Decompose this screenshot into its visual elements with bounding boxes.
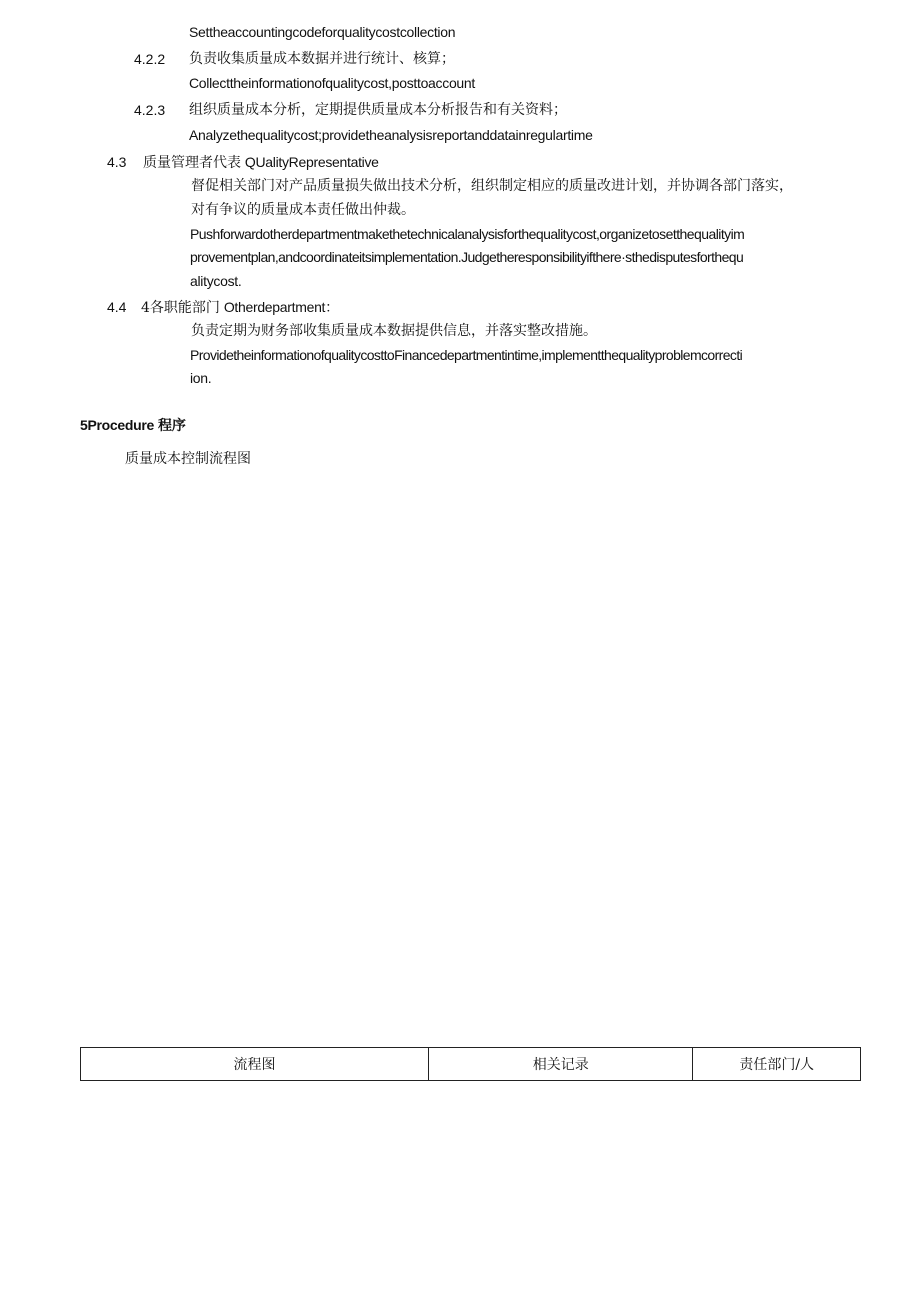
section-4-4-title	[141, 298, 339, 317]
section-5-heading-english: 5Procedure	[80, 417, 155, 433]
section-4-3-title-chinese: 质量管理者代表	[143, 155, 241, 171]
section-number-4-2-2: 4.2.2	[134, 51, 166, 67]
section-4-2-3-english: Analyzethequalitycost;providetheanalysisreportanddatainregulartime	[189, 127, 593, 143]
section-5-heading-chinese: 程序	[157, 418, 186, 434]
header-responsible-dept: 责任部门/人	[693, 1048, 861, 1081]
flowchart-table	[80, 1047, 861, 1081]
section-4-3-english-line-2: provementplan,andcoordinateitsimplementation.Judgetheresponsibilityifthere·sthedisputesforthequ	[190, 249, 744, 265]
section-4-3-title-english: QUalityRepresentative	[244, 154, 379, 170]
section-4-4-title-english: Otherdepartment：	[223, 299, 339, 315]
line-set-accounting-code: Settheaccountingcodeforqualitycostcollection	[189, 24, 456, 40]
flowchart-caption: 质量成本控制流程图	[125, 451, 251, 467]
section-number-4-2-3: 4.2.3	[134, 102, 166, 118]
section-4-2-2-english: Collecttheinformationofqualitycost,posttoaccount	[189, 75, 475, 91]
section-4-3-chinese-line-1: 督促相关部门对产品质量损失做出技术分析，组织制定相应的质量改进计划，并协调各部门落实，	[191, 178, 793, 194]
section-4-4-english-line-1: ProvidetheinformationofqualitycosttoFinancedepartmentintime,implementthequalityproblemcorrecti	[190, 347, 743, 363]
section-4-3-chinese-line-2: 对有争议的质量成本责任做出仲裁。	[191, 202, 415, 218]
section-4-3-title	[143, 153, 379, 172]
section-number-4-3: 4.3	[107, 154, 127, 170]
section-4-4-english-line-2: ion.	[190, 370, 212, 386]
section-4-2-2-chinese: 负责收集质量成本数据并进行统计、核算；	[189, 51, 455, 67]
section-number-4-4: 4.4	[107, 299, 127, 315]
section-4-4-chinese-line-1: 负责定期为财务部收集质量成本数据提供信息，并落实整改措施。	[191, 323, 597, 339]
section-4-3-english-line-3: alitycost.	[190, 273, 242, 289]
table-header-row	[81, 1048, 861, 1081]
section-5-heading	[80, 416, 186, 435]
header-flowchart: 流程图	[81, 1048, 429, 1081]
section-4-2-3-chinese: 组织质量成本分析，定期提供质量成本分析报告和有关资料；	[189, 102, 567, 118]
header-related-records: 相关记录	[429, 1048, 693, 1081]
section-4-3-english-line-1: Pushforwardotherdepartmentmakethetechnicalanalysisforthequalitycost,organizetosetthequalityim	[190, 226, 745, 242]
section-4-4-title-chinese: 4各职能部门	[141, 300, 220, 316]
